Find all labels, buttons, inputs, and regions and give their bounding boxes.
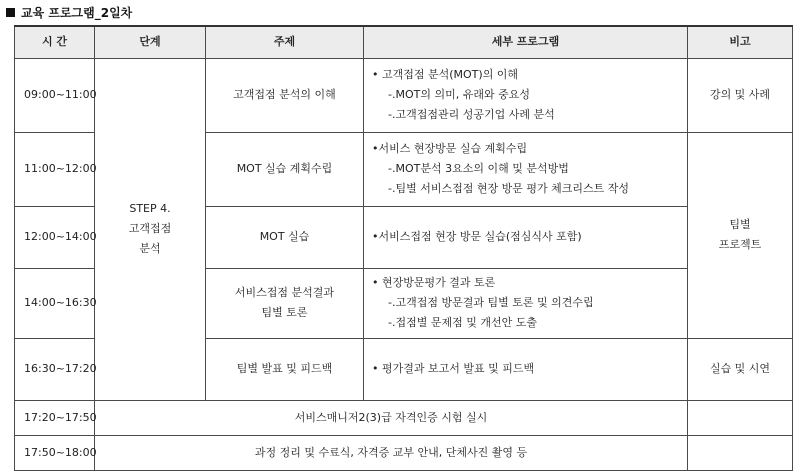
topic-cell	[206, 268, 364, 338]
detail-line: • 고객접점 분석(MOT)의 이해	[372, 68, 519, 81]
detail-line: •서비스 현장방문 실습 계획수립	[372, 142, 528, 155]
topic-line: 팀별 토론	[261, 306, 308, 319]
detail-line: -.팀별 서비스접점 현장 방문 평가 체크리스트 작성	[388, 182, 629, 195]
detail-line: •서비스접점 현장 방문 실습(점심식사 포함)	[372, 230, 582, 243]
topic-line: 서비스접점 분석결과	[234, 286, 335, 299]
time-cell: 16:30~17:20	[15, 338, 95, 400]
step-cell	[95, 58, 206, 400]
page-title-text: 교육 프로그램_2일차	[21, 5, 133, 20]
step-line: 고객접점	[128, 222, 172, 235]
detail-cell	[364, 268, 688, 338]
time-cell: 11:00~12:00	[15, 132, 95, 206]
header-topic: 주제	[206, 26, 364, 58]
detail-cell	[364, 206, 688, 268]
header-note: 비고	[688, 26, 793, 58]
table-row	[15, 400, 793, 435]
header-detail: 세부 프로그램	[364, 26, 688, 58]
table-header-row	[15, 26, 793, 58]
table-row	[15, 58, 793, 132]
note-cell: 강의 및 사례	[688, 58, 793, 132]
topic-line: MOT 실습 계획수립	[236, 162, 333, 175]
topic-line: MOT 실습	[259, 230, 310, 243]
note-cell-team-project	[688, 132, 793, 338]
note-cell: 실습 및 시연	[688, 338, 793, 400]
topic-cell	[206, 58, 364, 132]
time-cell: 12:00~14:00	[15, 206, 95, 268]
topic-line: 고객접점 분석의 이해	[233, 88, 336, 101]
detail-line: • 현장방문평가 결과 토론	[372, 276, 496, 289]
detail-line: -.접점별 문제점 및 개선안 도출	[388, 316, 537, 329]
detail-line: -.고객접점 방문결과 팀별 토론 및 의견수립	[388, 296, 594, 309]
topic-cell	[206, 206, 364, 268]
note-cell	[688, 400, 793, 435]
header-step: 단계	[95, 26, 206, 58]
detail-line: • 평가결과 보고서 발표 및 피드백	[372, 362, 535, 375]
time-cell: 09:00~11:00	[15, 58, 95, 132]
merged-content-cell: 서비스매니저2(3)급 자격인증 시험 실시	[95, 400, 688, 435]
topic-line: 팀별 발표 및 피드백	[236, 362, 333, 375]
time-cell: 17:50~18:00	[15, 435, 95, 470]
step-line: STEP 4.	[129, 202, 171, 215]
detail-line: -.고객접점관리 성공기업 사례 분석	[388, 108, 555, 121]
header-time: 시 간	[15, 26, 95, 58]
page-title	[6, 3, 132, 21]
square-bullet-icon	[6, 8, 15, 17]
schedule-table	[14, 25, 793, 471]
note-line: 팀별	[729, 218, 751, 231]
merged-content-cell: 과정 정리 및 수료식, 자격증 교부 안내, 단체사진 촬영 등	[95, 435, 688, 470]
note-line: 프로젝트	[718, 238, 762, 251]
table-row	[15, 435, 793, 470]
detail-cell	[364, 58, 688, 132]
detail-line: -.MOT분석 3요소의 이해 및 분석방법	[388, 162, 569, 175]
time-cell: 17:20~17:50	[15, 400, 95, 435]
detail-cell	[364, 132, 688, 206]
topic-cell	[206, 132, 364, 206]
note-cell	[688, 435, 793, 470]
detail-cell	[364, 338, 688, 400]
topic-cell	[206, 338, 364, 400]
step-line: 분석	[139, 242, 161, 255]
time-cell: 14:00~16:30	[15, 268, 95, 338]
detail-line: -.MOT의 의미, 유래와 중요성	[388, 88, 530, 101]
